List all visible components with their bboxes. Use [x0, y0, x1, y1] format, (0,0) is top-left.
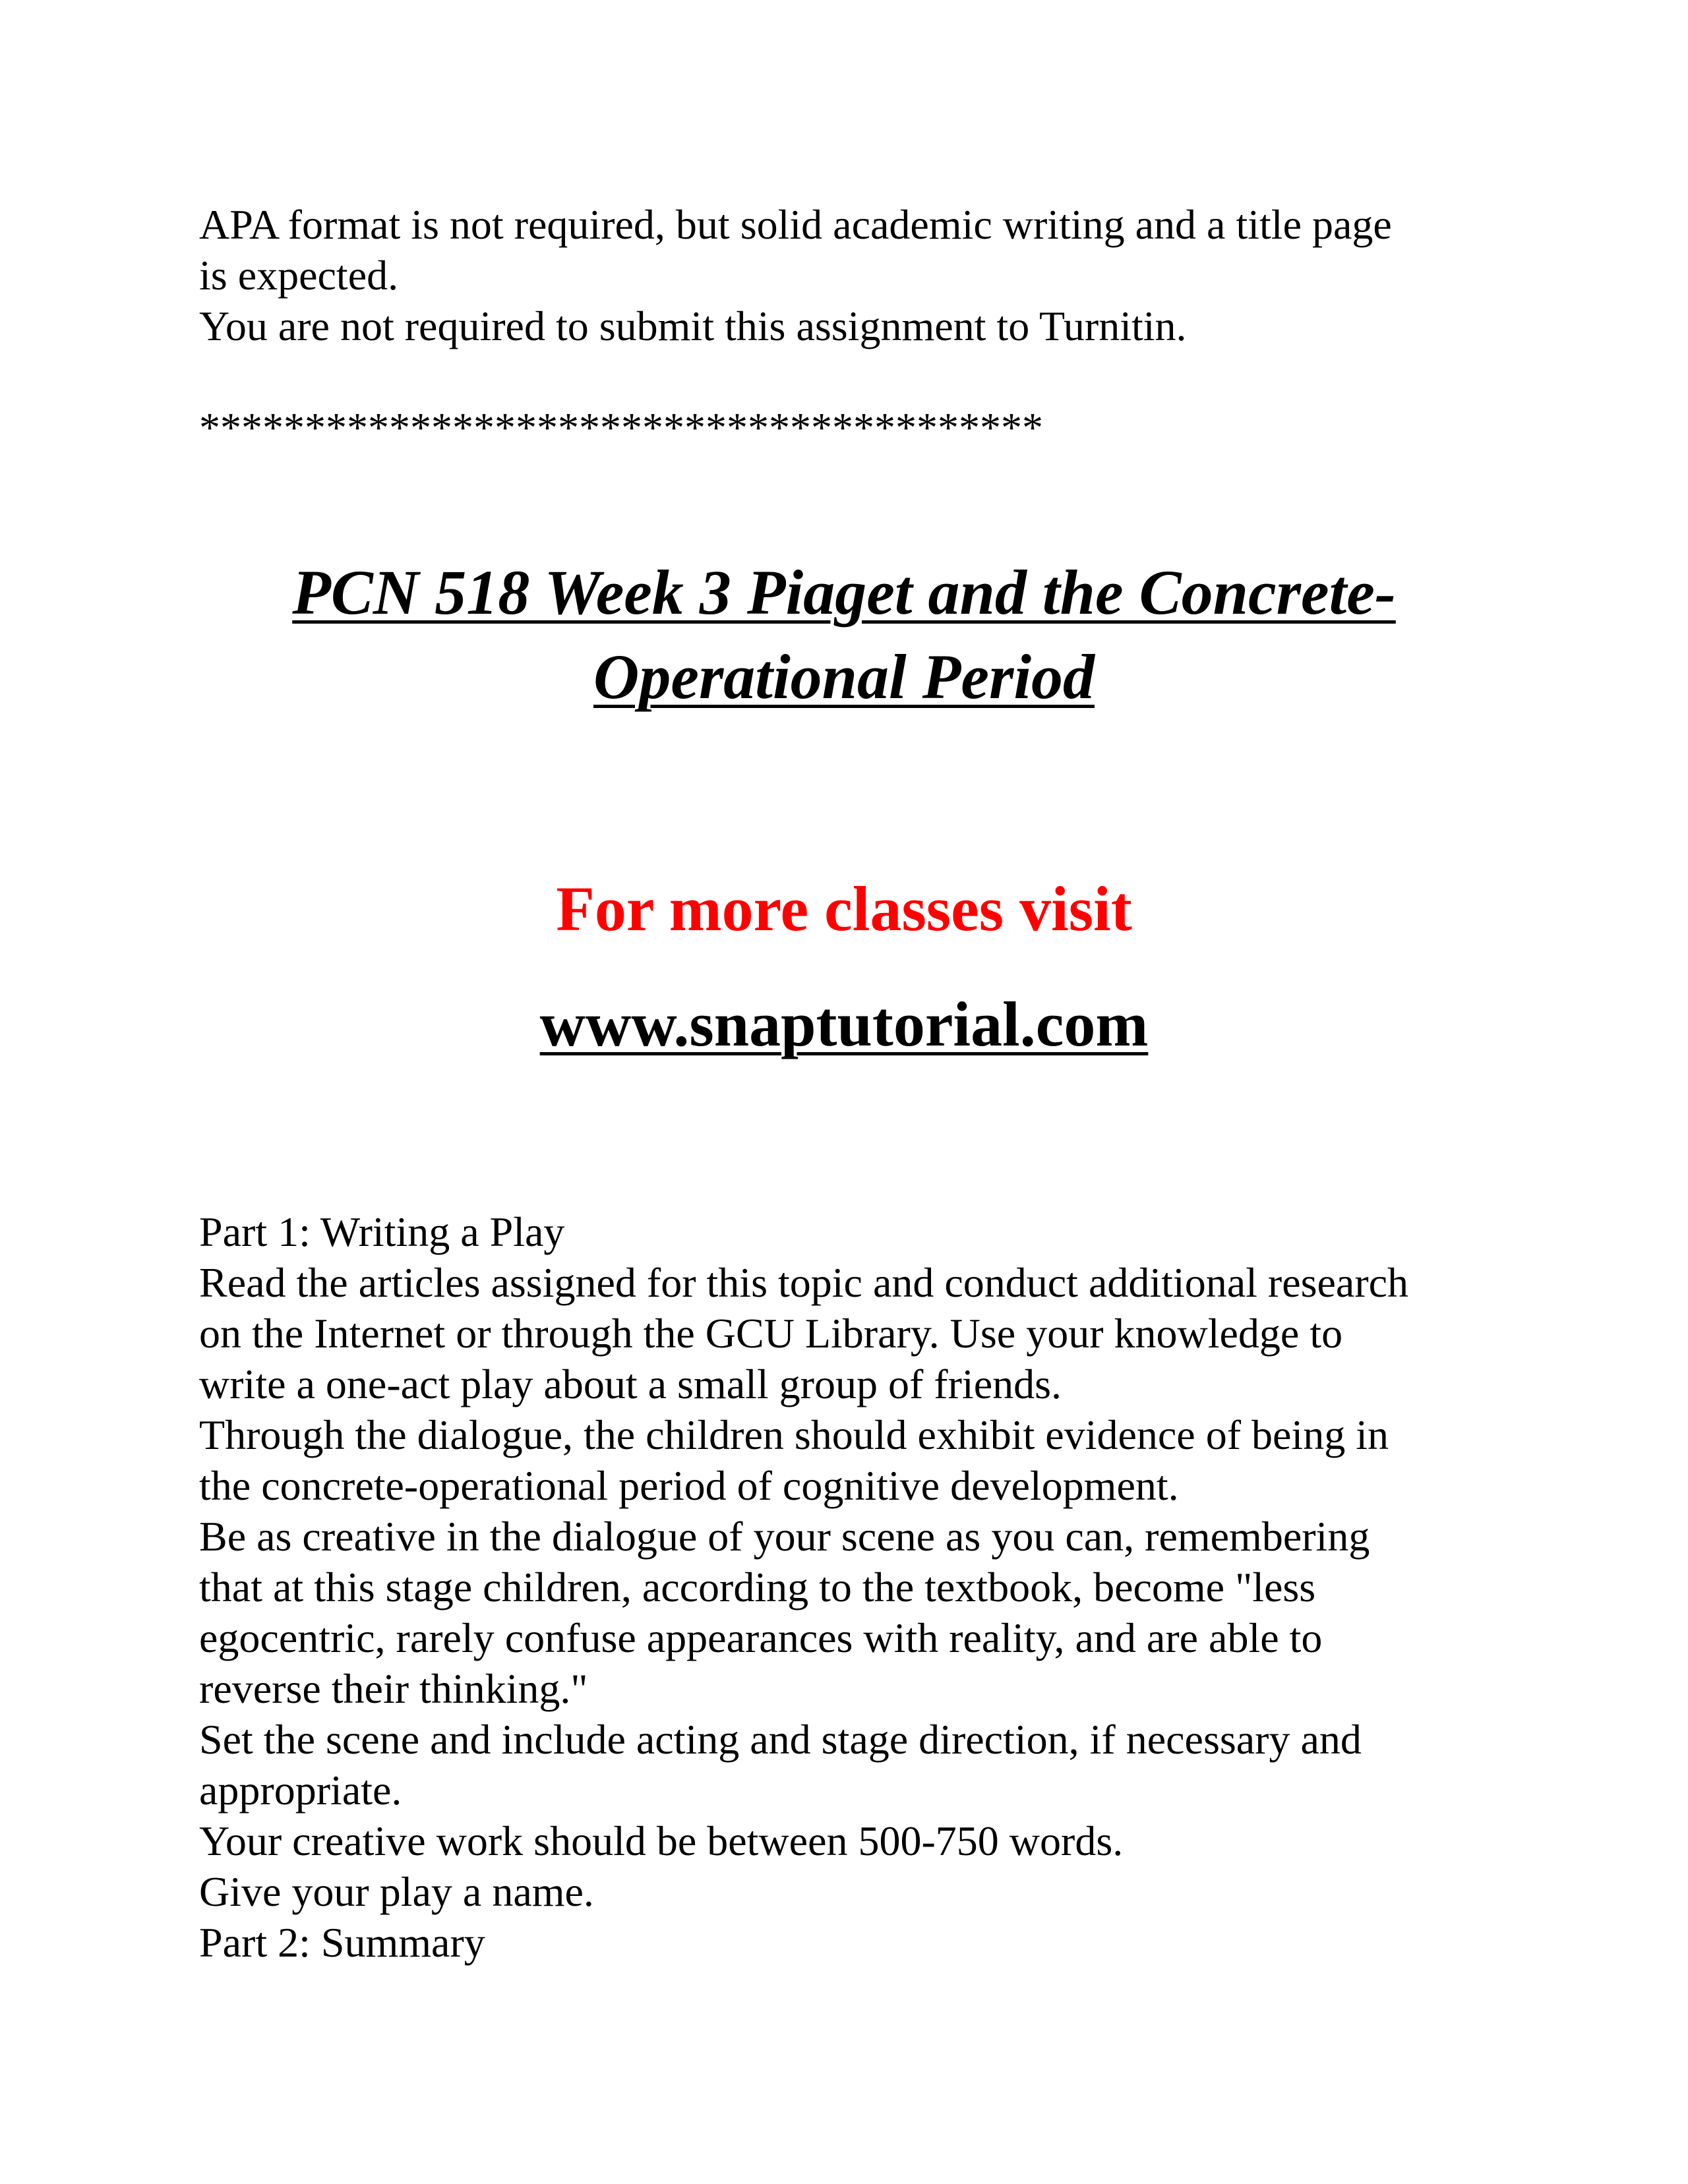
instruction-line: Give your play a name. — [199, 1868, 594, 1915]
instruction-line: the concrete-operational period of cognitive development. — [199, 1462, 1179, 1509]
instruction-line: write a one-act play about a small group of friends. — [199, 1361, 1062, 1407]
instruction-line: Through the dialogue, the children should exhibit evidence of being in — [199, 1411, 1389, 1458]
instruction-line: Read the articles assigned for this topic and conduct additional research — [199, 1259, 1409, 1306]
instruction-line: reverse their thinking." — [199, 1665, 588, 1712]
website-link[interactable]: www.snaptutorial.com — [539, 989, 1149, 1059]
title-line: PCN 518 Week 3 Piaget and the Concrete- — [292, 557, 1396, 628]
intro-line: is expected. — [199, 252, 399, 299]
promo-heading: For more classes visit — [556, 873, 1132, 944]
part-1-heading: Part 1: Writing a Play — [199, 1208, 565, 1255]
instruction-line: Your creative work should be between 500-750 words. — [199, 1817, 1124, 1864]
title-line: Operational Period — [593, 641, 1095, 712]
instruction-line: that at this stage children, according to the textbook, become "less — [199, 1564, 1316, 1610]
document-title — [0, 550, 1688, 719]
intro-line: You are not required to submit this assignment to Turnitin. — [199, 303, 1187, 349]
instruction-line: Be as creative in the dialogue of your scene as you can, remembering — [199, 1513, 1370, 1560]
assignment-instructions — [199, 1206, 1492, 1968]
instruction-line: on the Internet or through the GCU Library. Use your knowledge to — [199, 1310, 1343, 1357]
part-2-heading: Part 2: Summary — [199, 1919, 485, 1966]
instruction-line: egocentric, rarely confuse appearances with reality, and are able to — [199, 1614, 1323, 1661]
instruction-line: Set the scene and include acting and stage direction, if necessary and — [199, 1716, 1362, 1763]
instruction-line: appropriate. — [199, 1767, 402, 1814]
intro-line: APA format is not required, but solid academic writing and a title page — [199, 201, 1392, 248]
asterisk-separator: **************************************** — [199, 404, 1043, 451]
intro-paragraph — [199, 199, 1492, 351]
